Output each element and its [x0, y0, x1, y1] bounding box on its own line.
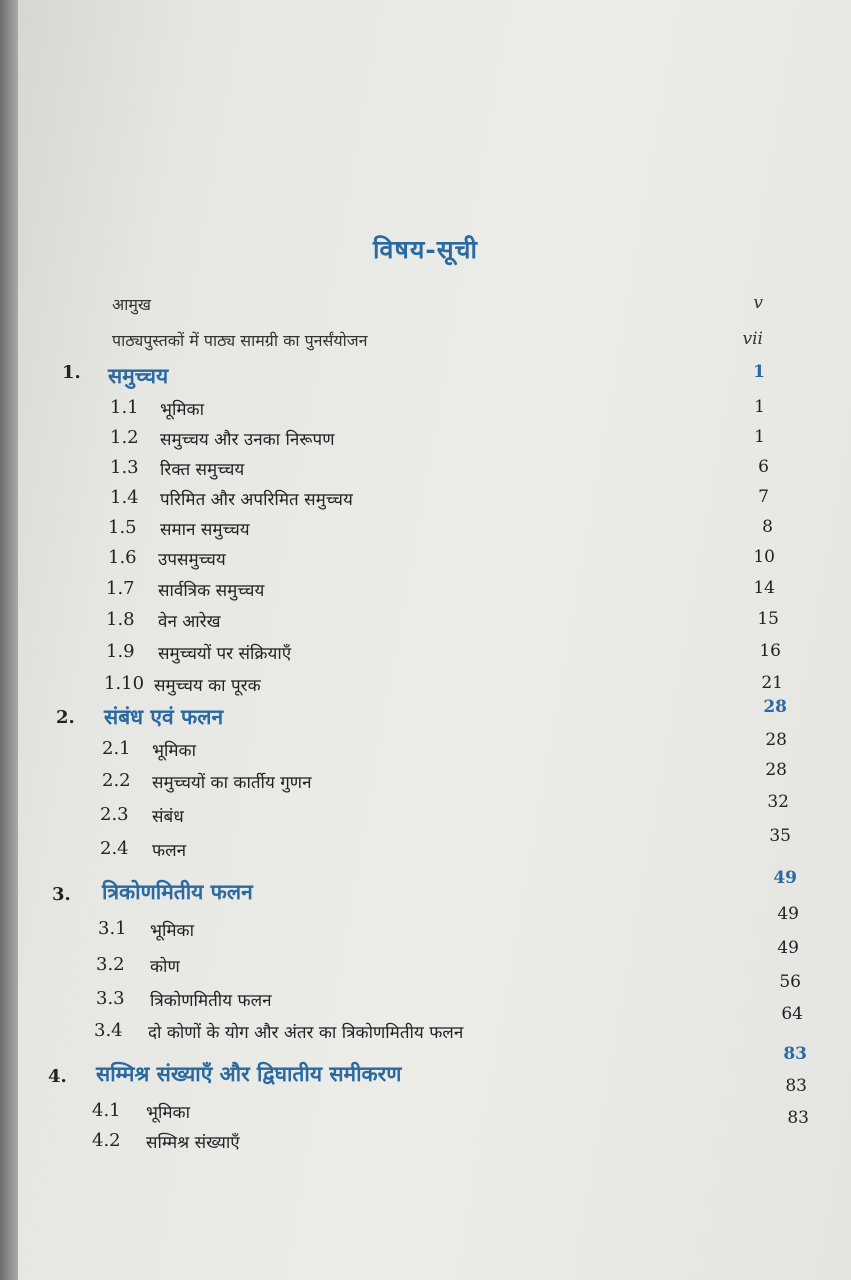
section-title: समुच्चयों पर संक्रियाएँ: [158, 644, 292, 664]
section-title: समान समुच्चय: [160, 520, 250, 540]
section-page: 28: [765, 760, 787, 780]
section-number: 1.8: [106, 609, 135, 630]
section-page: 7: [758, 487, 769, 507]
section-number: 3.2: [96, 954, 125, 975]
section-row[interactable]: [0, 792, 851, 834]
chapter-heading[interactable]: [0, 362, 851, 392]
section-row[interactable]: [0, 517, 851, 547]
section-page: 8: [762, 517, 773, 537]
section-row[interactable]: [0, 1004, 851, 1050]
section-number: 3.4: [94, 1020, 123, 1041]
front-matter-label: आमुख: [112, 295, 152, 314]
section-title: समुच्चय और उनका निरूपण: [160, 430, 335, 450]
section-number: 4.2: [92, 1130, 121, 1151]
section-row[interactable]: [0, 457, 851, 487]
section-number: 3.3: [96, 988, 125, 1009]
section-row[interactable]: [0, 1076, 851, 1130]
section-page: 49: [777, 904, 799, 924]
chapter-title: संबंध एवं फलन: [104, 704, 224, 729]
section-row[interactable]: [0, 397, 851, 427]
section-title: वेन आरेख: [158, 612, 221, 632]
section-number: 1.9: [106, 641, 135, 662]
section-page: 83: [785, 1076, 807, 1096]
section-row[interactable]: [0, 641, 851, 671]
section-number: 1.7: [106, 578, 135, 599]
chapter-number: 3.: [52, 884, 71, 905]
section-number: 4.1: [92, 1100, 121, 1121]
section-number: 3.1: [98, 918, 127, 939]
section-page: 28: [765, 730, 787, 750]
section-page: 16: [759, 641, 781, 661]
section-title: त्रिकोणमितीय फलन: [150, 991, 272, 1011]
section-page: 49: [777, 938, 799, 958]
page-title: विषय-सूची: [373, 235, 478, 264]
section-title: सार्वत्रिक समुच्चय: [158, 581, 265, 601]
front-matter-page: v: [753, 293, 763, 313]
section-page: 6: [758, 457, 769, 477]
section-title: भूमिका: [146, 1103, 190, 1123]
chapter-page: 49: [773, 868, 797, 888]
section-title: फलन: [152, 841, 187, 861]
section-row[interactable]: [0, 547, 851, 577]
section-title: भूमिका: [150, 921, 194, 941]
chapter-number: 4.: [48, 1066, 67, 1087]
chapter-number: 2.: [56, 707, 75, 728]
section-number: 1.2: [110, 427, 139, 448]
section-page: 1: [754, 427, 765, 447]
section-row[interactable]: [0, 730, 851, 768]
section-page: 32: [767, 792, 789, 812]
section-page: 1: [754, 397, 765, 417]
section-row[interactable]: [0, 938, 851, 984]
section-page: 15: [757, 609, 779, 629]
chapter-page: 83: [783, 1044, 807, 1064]
chapter-title: समुच्चय: [108, 363, 169, 388]
section-number: 1.5: [108, 517, 137, 538]
section-number: 1.6: [108, 547, 137, 568]
section-title: परिमित और अपरिमित समुच्चय: [160, 490, 353, 510]
section-row[interactable]: [0, 487, 851, 517]
section-row[interactable]: [0, 427, 851, 457]
section-title: दो कोणों के योग और अंतर का त्रिकोणमितीय फलन: [148, 1023, 464, 1043]
section-title: कोण: [150, 957, 180, 977]
chapter-heading[interactable]: [0, 868, 851, 908]
section-page: 21: [761, 673, 783, 693]
section-number: 2.4: [100, 838, 129, 859]
chapter-page: 1: [753, 362, 765, 382]
chapter-page: 28: [763, 697, 787, 717]
section-number: 2.2: [102, 770, 131, 791]
section-row[interactable]: [0, 904, 851, 948]
front-matter-item[interactable]: [0, 329, 851, 359]
section-number: 1.10: [104, 673, 145, 694]
section-title: भूमिका: [152, 741, 196, 761]
chapter-title: त्रिकोणमितीय फलन: [102, 879, 253, 904]
section-number: 2.1: [102, 738, 131, 759]
section-number: 1.4: [110, 487, 139, 508]
section-title: उपसमुच्चय: [158, 550, 226, 570]
section-row[interactable]: [0, 760, 851, 800]
section-title: समुच्चयों का कार्तीय गुणन: [152, 773, 312, 793]
section-number: 1.1: [110, 397, 139, 418]
front-matter-label: पाठ्यपुस्तकों में पाठ्य सामग्री का पुनर्संयोजन: [112, 331, 368, 350]
section-number: 1.3: [110, 457, 139, 478]
section-page: 83: [787, 1108, 809, 1128]
front-matter-page: vii: [742, 329, 763, 349]
chapter-title: सम्मिश्र संख्याएँ और द्विघातीय समीकरण: [96, 1061, 402, 1086]
section-title: सम्मिश्र संख्याएँ: [146, 1133, 240, 1153]
chapter-number: 1.: [62, 362, 81, 383]
section-page: 10: [753, 547, 775, 567]
section-row[interactable]: [0, 673, 851, 703]
chapter-heading[interactable]: [0, 1044, 851, 1090]
section-title: समुच्चय का पूरक: [154, 676, 261, 696]
section-row[interactable]: [0, 826, 851, 868]
section-page: 56: [779, 972, 801, 992]
section-page: 35: [769, 826, 791, 846]
section-title: रिक्त समुच्चय: [160, 460, 245, 480]
section-page: 14: [753, 578, 775, 598]
section-title: भूमिका: [160, 400, 204, 420]
section-page: 64: [781, 1004, 803, 1024]
section-row[interactable]: [0, 609, 851, 639]
chapter-heading[interactable]: [0, 697, 851, 733]
section-row[interactable]: [0, 578, 851, 608]
section-title: संबंध: [152, 807, 184, 827]
section-number: 2.3: [100, 804, 129, 825]
section-row[interactable]: [0, 972, 851, 1018]
front-matter-item[interactable]: [0, 293, 851, 323]
